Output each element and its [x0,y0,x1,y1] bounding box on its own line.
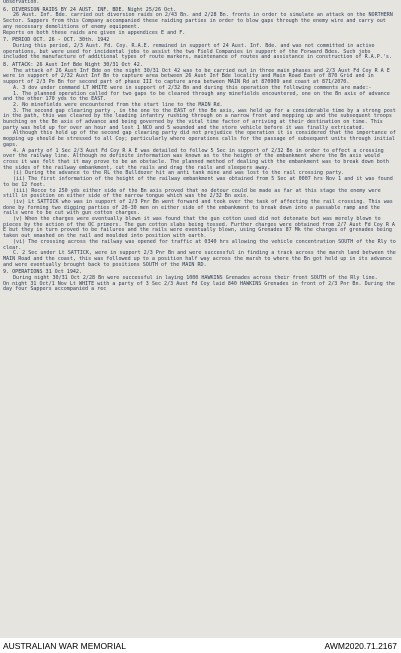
footer-source-label: AUSTRALIAN WAR MEMORIAL [3,641,126,651]
paragraph: During night 30/31 Oct 2/28 Bn were successful in laying 1000 HAWKINS Grenades across their front SOUTH of the Rly line. [13,275,378,282]
paragraph: Observation. [3,0,40,5]
section-heading: 6. DIVERSION RAIDS BY 24 AUST. INF. BDE. Night 25/26 Oct. [3,6,177,13]
section-heading: 8. ATTACK: 26 Aust Inf Bde Night 30/31 Oct 42. [3,62,143,69]
paragraph: (iv) Lt SATTICK who was in support of 2/3 Pnr Bn went forward and took over the task of affecting the rail crossing. This was done by forming two digging parties of 20-30 men on either side of the embankment to break down into a passable ramp and the rails were to be cut with gun cotton charges. [3,198,396,217]
paragraph: The attack of 26 Aust Inf Bde on the night 30/31 Oct 42 was to be carried out in three main phases and 2/3 Aust Fd Coy R A E were in support of 2/32 Aust Inf Bn to capture area between 26 Aust Inf Bde locality and Main Road East of 870 Grid and in support of 2/3 Pn Bn for second part of phase III to capture area between MAIN Rd at 870909 and coast at 871/2070. [3,67,393,86]
paragraph: (ii) The first information of the height of the railway embankment was obtained from 5 Sec at 0007 hrs Nov 1 and it was found to be 12 feet. [3,176,396,188]
footer-accession-number: AWM2020.71.2167 [324,641,397,651]
paragraph: Although this hold up of the second gap clearing party did not prejudice the operation it is considered that the importance of mopping up should be stressed to all Coy; particularly where operations calls for the passage of subsequent units through initial gaps. [3,130,399,148]
paragraph: 26 Aust. Inf. Bde. carried out diversion raids on 2/43 Bn. and 2/28 Bn. fronts in order to simulate an attack on the NORTHERN Sector. Sappers from this Company accompanied these raiding parties in order to blow gaps through the enemy wire and carry out any necessary demolitions of enemy equipment. [3,12,396,30]
paragraph: A. 3 dov under command LT WHITE were in support of 2/32 Bn and during this operation the following comments are made:- [13,84,372,91]
paragraph: (iii) Recce to 250 yds either side of the Bn axis proved that no detour could be made as far at this stage the enemy were still in position on either side of the narrow tongue which was the 2/32 Bn axis. [3,187,384,200]
section-heading: 9. OPERATIONS 31 Oct 1942. [3,269,83,276]
paragraph: (v) When the charges were eventually blown it was found that the gun cotton used did not detonate but was merely blown to pieces by the action of the OC primers. The gun cotton slabs being tossed. Further charges were obtained from 2/7 Aust Fd Coy R A E but they in turn proved to be failures and the rails were eventually blown, using Grenades 87 Mk the charges of grenades being taken out smashed on the rail and moulded into position with earth. [3,216,399,240]
paragraph: 1. The planned operation called for two gaps to be cleared through any minefields encountered, one on the Bn axis of advance and the other 170 yds to the EAST. [3,90,393,103]
paragraph: 2. No minefields were encountered from the start line to the MAIN Rd. [13,101,223,108]
paragraph: C. 2 Sec under Lt SATTICK, were in support 2/3 Pnr Bn and were successful in finding a track across the marsh land between the MAIN Road and the coast, this was followed up to a position half way across the marsh to where the Bn got held up in its advance and were eventually brought back to positions SOUTH of the MAIN RD. [3,250,399,268]
paragraph: (i) During the advance to the RL the Bulldozer hit an anti tank mine and was lost to the rail crossing party. [13,170,345,177]
section-heading: 7. PERIOD OCT. 26 - OCT. 30th. 1942 [3,37,110,44]
paragraph: (vi) The crossing across the railway was opened for traffic at 0340 hrs allowing the vehicle concentration SOUTH of the Rly to clear. [3,238,399,251]
paragraph: 3. The second gap clearing party , in the one to the EAST of the Bn axis, was held up for a considerable time by a strong post in the path, this was cleared by the leading infantry rushing through on a narrow front and mopping up and the subsequent troops bunching on the Bn axis of advance and being governed by the vital time factor of arriving at their destination on time. This party was held up for over an hour and lost 1 NCO and 5 wounded and the store vehicle before it was finally extricated. [3,107,399,131]
paragraph: Reports on both these raids are given in appendices E and F. [3,29,186,36]
paragraph: On night 31 Oct/1 Nov Lt WHITE with a party of 3 Sec 2/3 Aust Fd Coy laid 840 HAWKINS Grenades in front of 2/3 Pnr Bn. During the day four Sappers accompanied a rec [3,280,399,293]
paragraph: During this period, 2/3 Aust. Fd. Coy. R.A.E. remained in support of 24 Aust. Inf. Bde. and was not committed in active operations, but were used for incidental jobs to assist the two Field Companies in support of the Forward Bdes. Such jobs included the manufacture of additional types of route markers, maintenance of routes and assistance in construction of R.A.P.'s. [3,42,392,61]
document-text [3,0,397,293]
footer-bar [0,638,401,653]
paragraph: 4. A party of 1 Sec 2/3 Aust Fd Coy R A E was detailed to follow 5 Sec in support of 2/32 Bn in order to effect a crossing over the railway line. Although no definite information was known as to the height of the embankment where the Bn axis would cross it was felt that it may prove to be an obstacle. The planned method of dealing with the embankment was to break down both the sides of the railway embankment, cut the rails and drag the rails and sleepers away. [3,147,392,171]
